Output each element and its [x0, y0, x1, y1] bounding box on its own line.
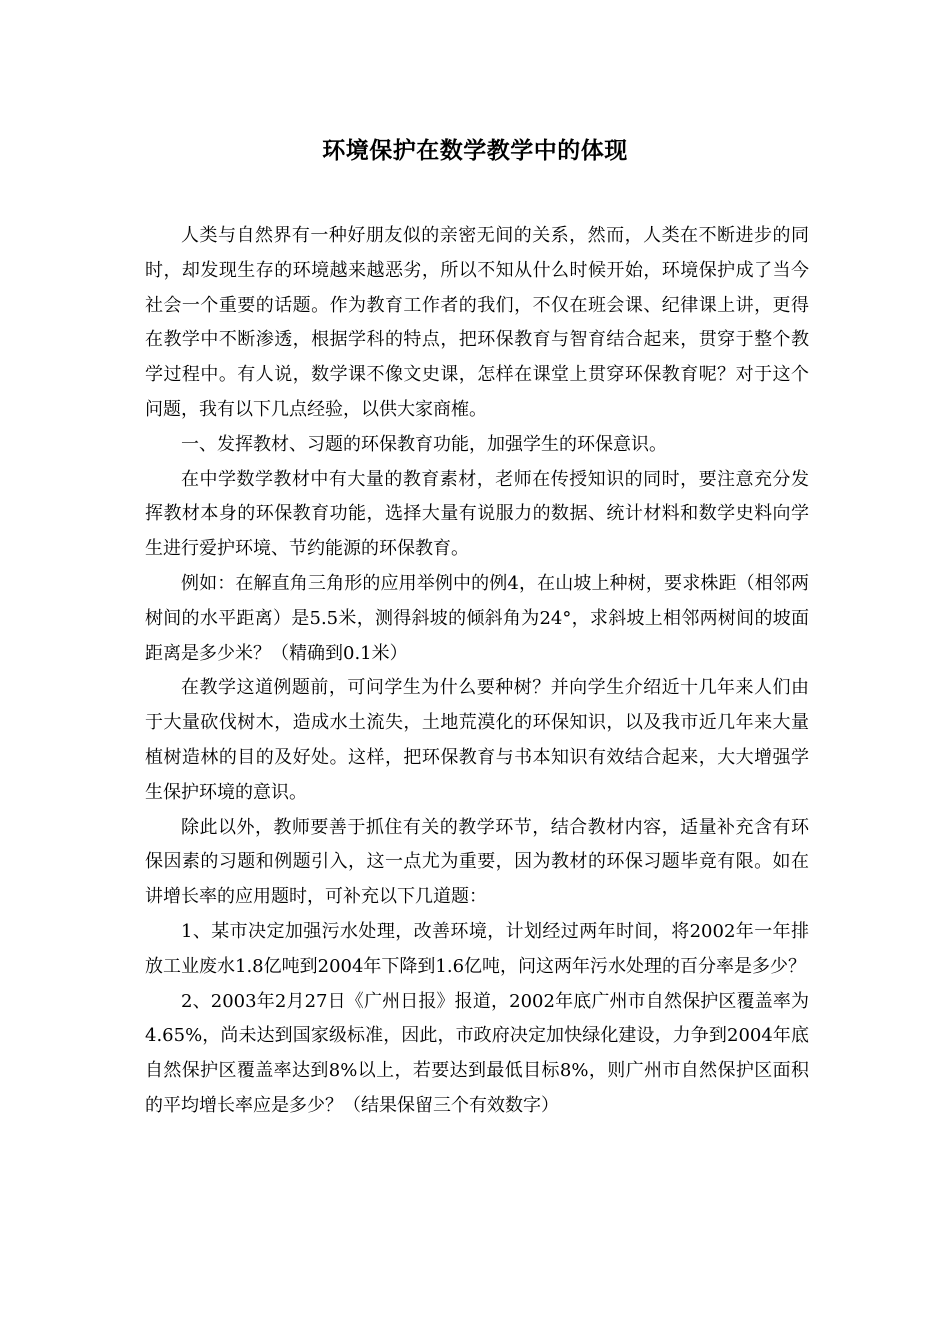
paragraph-intro: 人类与自然界有一种好朋友似的亲密无间的关系，然而，人类在不断进步的同时，却发现生存的环境越来越恶劣，所以不知从什么时候开始，环境保护成了当今社会一个重要的话题。作为教育工作者的我们，不仅在班会课、纪律课上讲，更得在教学中不断渗透，根据学科的特点，把环保教育与智育结合起来，贯穿于整个教学过程中。有人说，数学课不像文史课，怎样在课堂上贯穿环保教育呢？对于这个问题，我有以下几点经验，以供大家商榷。 [145, 225, 809, 420]
paragraph-exercise-2: 2、2003年2月27日《广州日报》报道，2002年底广州市自然保护区覆盖率为4.65%，尚未达到国家级标准，因此，市政府决定加快绿化建设，力争到2004年底自然保护区覆盖率达到8%以上，若要达到最低目标8%，则广州市自然保护区面积的平均增长率应是多少？（结果保留三个有效数字） [145, 990, 809, 1116]
document-title: 环境保护在数学教学中的体现 [322, 138, 628, 164]
paragraph-materials: 在中学数学教材中有大量的教育素材，老师在传授知识的同时，要注意充分发挥教材本身的环保教育功能，选择大量有说服力的数据、统计材料和数学史料向学生进行爱护环境、节约能源的环保教育。 [145, 468, 809, 560]
paragraph-section-heading: 一、发挥教材、习题的环保教育功能，加强学生的环保意识。 [181, 433, 667, 455]
paragraph-supplement: 除此以外，教师要善于抓住有关的教学环节，结合教材内容，适量补充含有环保因素的习题和例题引入，这一点尤为重要，因为教材的环保习题毕竟有限。如在讲增长率的应用题时，可补充以下几道题： [145, 816, 809, 908]
paragraph-example: 例如：在解直角三角形的应用举例中的例4，在山坡上种树，要求株距（相邻两树间的水平距离）是5.5米，测得斜坡的倾斜角为24°，求斜坡上相邻两树间的坡面距离是多少米？（精确到0.1米） [145, 572, 809, 664]
paragraph-exercise-1: 1、某市决定加强污水处理，改善环境，计划经过两年时间，将2002年一年排放工业废水1.8亿吨到2004年下降到1.6亿吨，问这两年污水处理的百分率是多少？ [145, 920, 809, 977]
document-body [145, 219, 809, 1124]
paragraph-teaching: 在教学这道例题前，可问学生为什么要种树？并向学生介绍近十几年来人们由于大量砍伐树木，造成水土流失，土地荒漠化的环保知识，以及我市近几年来大量植树造林的目的及好处。这样，把环保教育与书本知识有效结合起来，大大增强学生保护环境的意识。 [145, 677, 809, 803]
